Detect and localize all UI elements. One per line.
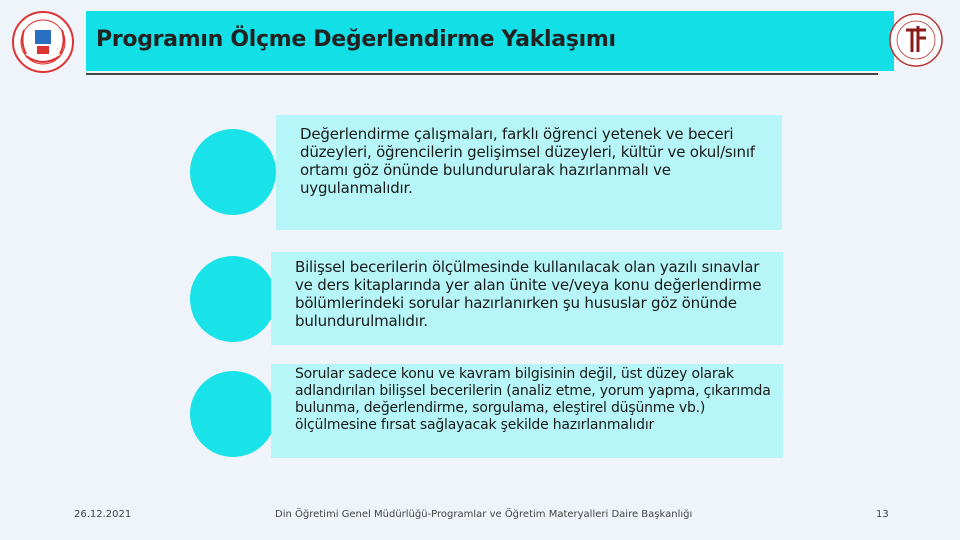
title-bar xyxy=(86,11,894,71)
tt-board-logo xyxy=(888,12,944,68)
ministry-seal-logo xyxy=(10,10,76,74)
item-1-bullet xyxy=(190,129,276,215)
page-number: 13 xyxy=(876,509,889,520)
item-1-card xyxy=(276,115,782,230)
item-3-card xyxy=(271,364,783,458)
item-3-bullet xyxy=(190,371,276,457)
title-underline xyxy=(86,73,878,75)
footer-organization: Din Öğretimi Genel Müdürlüğü-Programlar ve Öğretim Materyalleri Daire Başkanlığı xyxy=(275,509,693,520)
item-2-card xyxy=(271,252,783,345)
footer-date: 26.12.2021 xyxy=(74,509,132,520)
item-2-bullet xyxy=(190,256,276,342)
item-2-text: Bilişsel becerilerin ölçülmesinde kullanılacak olan yazılı sınavlar ve ders kitaplarında yer alan ünite ve/veya konu değerlendirme bölümlerindeki sorular hazırlanırken şu hususlar göz önünde bulundurulmalıdır. xyxy=(295,258,762,330)
item-3-text: Sorular sadece konu ve kavram bilgisinin değil, üst düzey olarak adlandırılan bilişsel becerilerin (analiz etme, yorum yapma, çıkarımda bulunma, değerlendirme, sorgulama, eleştirel düşünme vb.) ölçülmesine fırsat sağlayacak şekilde hazırlanmalıdır xyxy=(295,366,771,433)
page-title: Programın Ölçme Değerlendirme Yaklaşımı xyxy=(96,27,616,52)
item-1-text: Değerlendirme çalışmaları, farklı öğrenci yetenek ve beceri düzeyleri, öğrencilerin gelişimsel düzeyleri, kültür ve okul/sınıf ortamı göz önünde bulundurularak hazırlanmalı ve uygulanmalıdır. xyxy=(300,125,755,197)
